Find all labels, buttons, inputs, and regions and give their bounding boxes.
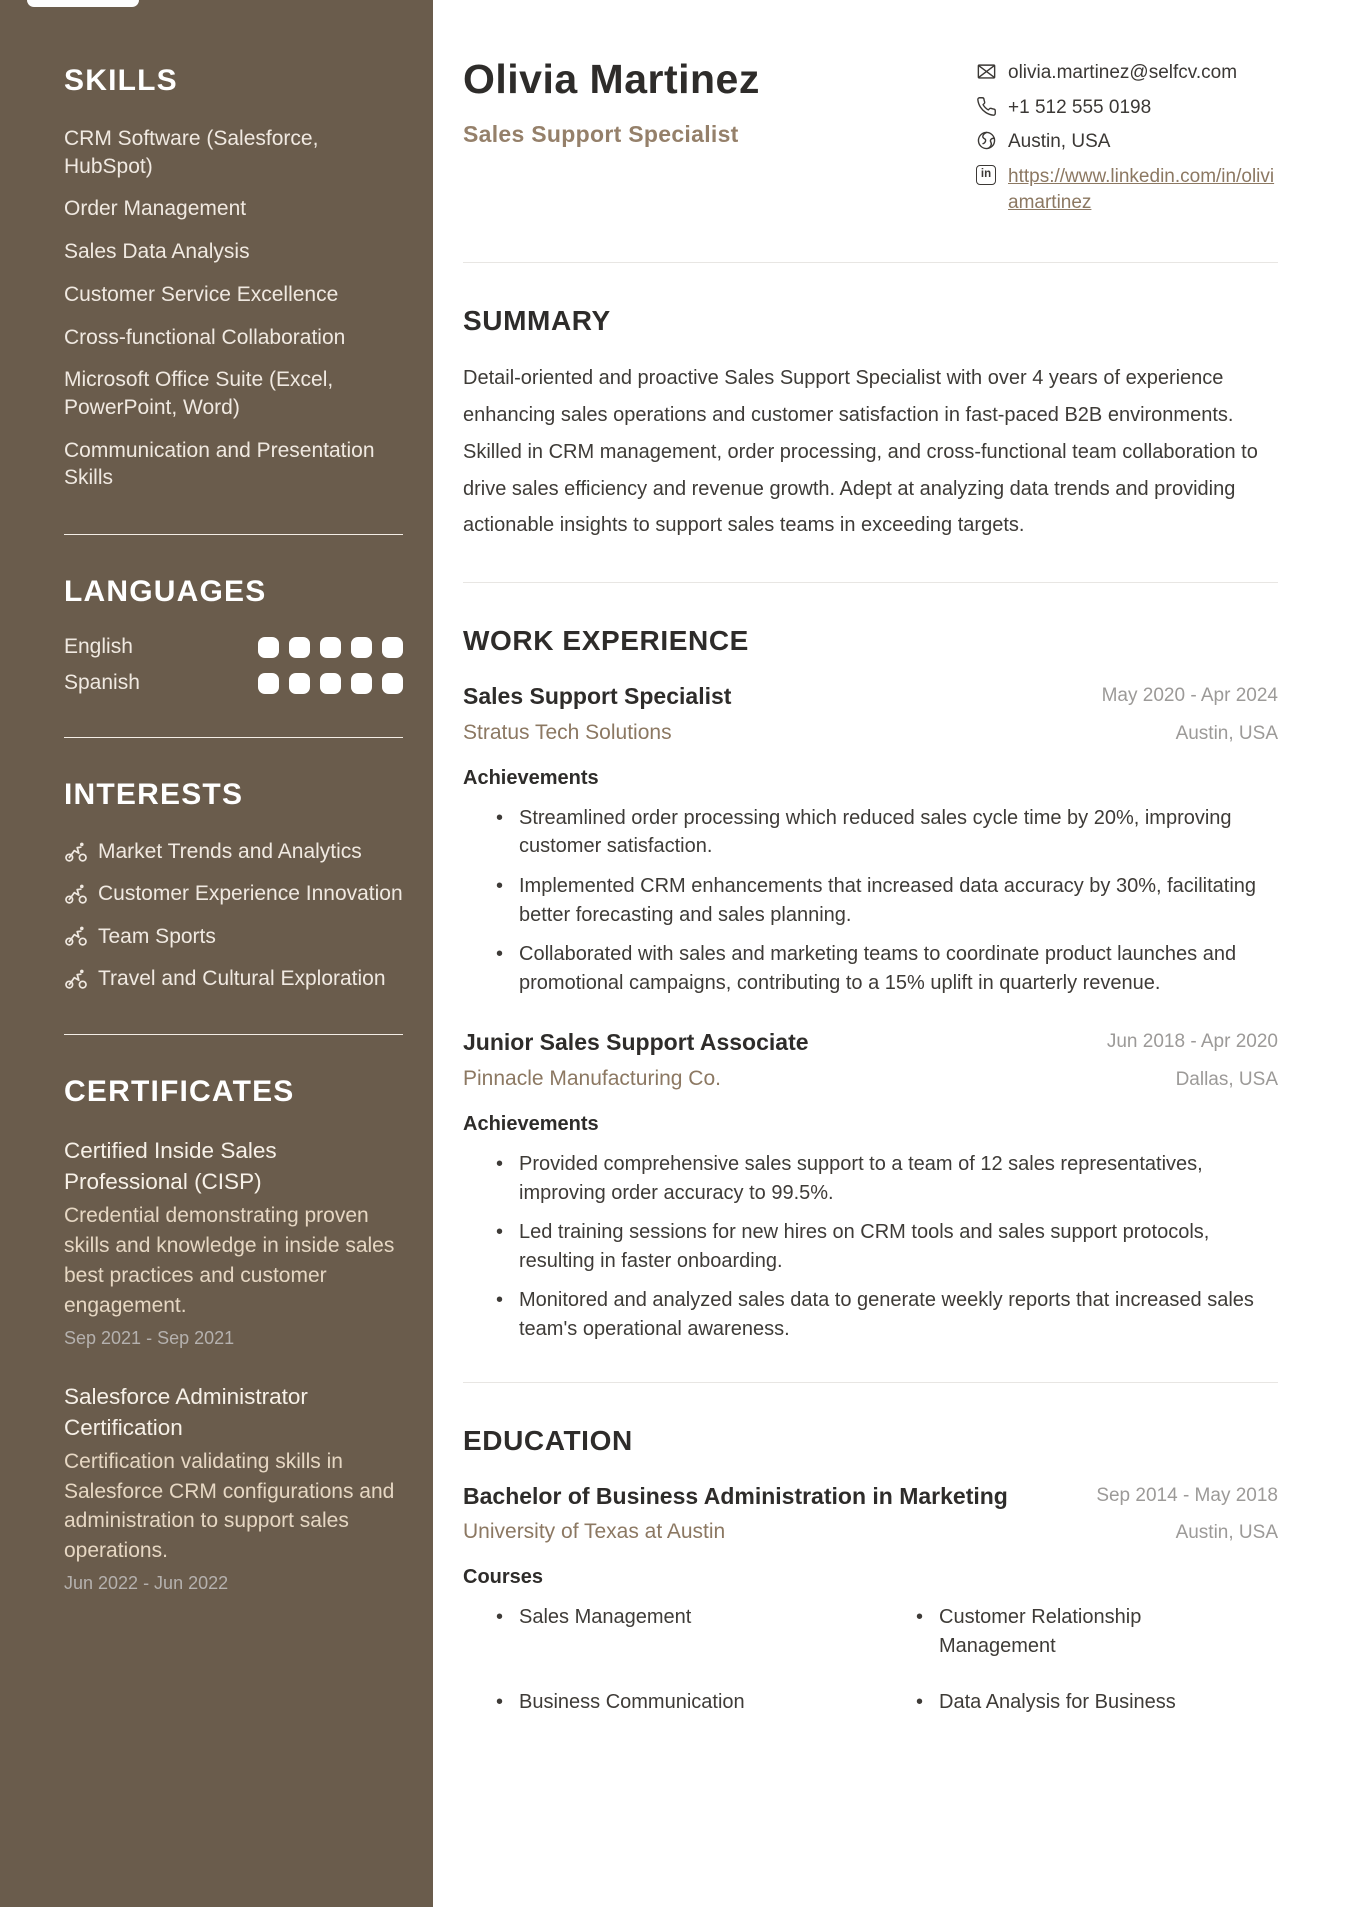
courses-list	[496, 1603, 1256, 1717]
sidebar-divider	[64, 737, 403, 738]
education-location: Austin, USA	[1175, 1522, 1278, 1544]
achievement-item: • Collaborated with sales and marketing teams to coordinate product launches and promotional campaigns, contributing to a 15% uplift in quarterly revenue.	[496, 940, 1278, 997]
linkedin-link[interactable]: https://www.linkedin.com/in/oliviamartinez	[1008, 165, 1275, 213]
level-dot	[289, 637, 310, 658]
certificate-dates: Sep 2021 - Sep 2021	[64, 1327, 235, 1348]
summary-section	[463, 262, 1278, 544]
summary-text: Detail-oriented and proactive Sales Support Specialist with over 4 years of experience enhancing sales operations and customer satisfaction in fast-paced B2B environments. Skilled in CRM management, order processing, and cross-functional team collaboration to drive sales efficiency and revenue growth. Adept at analyzing data trends and providing actionable insights to support sales teams in exceeding targets.	[463, 367, 1258, 537]
certificate-item	[64, 1381, 403, 1594]
job-entry	[463, 683, 1278, 997]
globe-icon	[976, 130, 997, 151]
certificate-description: Credential demonstrating proven skills and knowledge in inside sales best practices and customer engagement.	[64, 1204, 395, 1317]
education-main	[463, 1483, 1008, 1545]
linkedin-icon	[976, 165, 997, 186]
sidebar-divider	[64, 534, 403, 535]
cyclist-icon	[64, 924, 88, 948]
level-dot	[258, 673, 279, 694]
language-row	[64, 635, 403, 659]
experience-title: WORK EXPERIENCE	[463, 625, 749, 657]
education-entry	[463, 1483, 1278, 1717]
course-item: • Sales Management	[496, 1603, 896, 1660]
envelope-icon	[976, 61, 997, 82]
job-title: Sales Support Specialist	[463, 683, 732, 710]
achievement-item: • Provided comprehensive sales support to a team of 12 sales representatives, improving order accuracy to 99.5%.	[496, 1150, 1278, 1207]
interests-title: INTERESTS	[64, 778, 244, 812]
skill-item: Sales Data Analysis	[64, 240, 250, 264]
education-meta	[1043, 1483, 1278, 1545]
languages-section	[64, 575, 403, 695]
skill-item: Order Management	[64, 197, 247, 221]
interest-item	[64, 838, 403, 865]
degree-title: Bachelor of Business Administration in Marketing	[463, 1482, 1008, 1509]
education-header	[463, 1483, 1278, 1545]
interest-label: Team Sports	[98, 924, 216, 948]
job-dates: Jun 2018 - Apr 2020	[1106, 1031, 1278, 1053]
contact-location: Austin, USA	[1008, 131, 1111, 153]
job-title: Junior Sales Support Associate	[463, 1029, 809, 1056]
interest-label: Customer Experience Innovation	[98, 882, 403, 906]
language-name: English	[64, 635, 133, 659]
level-dot	[258, 637, 279, 658]
school-name: University of Texas at Austin	[463, 1520, 726, 1544]
job-main	[463, 1029, 809, 1091]
level-dot	[289, 673, 310, 694]
course-item: • Data Analysis for Business	[916, 1688, 1256, 1717]
level-dot	[382, 673, 403, 694]
contact-phone-row	[976, 95, 1278, 121]
sidebar	[0, 0, 433, 1907]
contact-email-row	[976, 60, 1278, 86]
summary-title: SUMMARY	[463, 305, 611, 337]
cyclist-icon	[64, 840, 88, 864]
job-entry	[463, 1029, 1278, 1343]
skill-item: Microsoft Office Suite (Excel, PowerPoint, Word)	[64, 368, 334, 420]
level-dot	[351, 673, 372, 694]
job-meta	[1043, 683, 1278, 745]
job-company: Stratus Tech Solutions	[463, 720, 672, 744]
achievements-label: Achievements	[463, 766, 599, 789]
skills-list	[64, 125, 403, 492]
level-dot	[382, 637, 403, 658]
job-meta	[1043, 1029, 1278, 1091]
job-main	[463, 683, 731, 745]
achievement-item: • Implemented CRM enhancements that increased data accuracy by 30%, facilitating better forecasting and sales planning.	[496, 872, 1278, 929]
certificate-dates: Jun 2022 - Jun 2022	[64, 1573, 229, 1594]
contact-block	[976, 60, 1278, 224]
phone-icon	[976, 96, 997, 117]
language-level-dots	[248, 673, 403, 694]
interest-item	[64, 923, 403, 950]
courses-label: Courses	[463, 1566, 544, 1589]
level-dot	[320, 673, 341, 694]
top-edge-artifact	[27, 0, 139, 7]
skill-item: Communication and Presentation Skills	[64, 438, 375, 490]
level-dot	[351, 637, 372, 658]
interest-item	[64, 965, 403, 992]
job-company: Pinnacle Manufacturing Co.	[463, 1066, 721, 1090]
contact-linkedin-row	[976, 164, 1278, 215]
achievement-item: • Streamlined order processing which reduced sales cycle time by 20%, improving customer satisfaction.	[496, 804, 1278, 861]
header	[463, 58, 1278, 224]
certificates-title: CERTIFICATES	[64, 1075, 295, 1109]
languages-list	[64, 635, 403, 695]
interests-section	[64, 778, 403, 992]
job-header	[463, 1029, 1278, 1091]
contact-phone: +1 512 555 0198	[1008, 96, 1152, 118]
job-header	[463, 683, 1278, 745]
certificate-item	[64, 1135, 403, 1348]
achievement-item: • Led training sessions for new hires on CRM tools and sales support protocols, resulting in faster onboarding.	[496, 1218, 1278, 1275]
main-content	[433, 0, 1350, 1907]
language-level-dots	[248, 637, 403, 658]
job-location: Austin, USA	[1175, 722, 1278, 744]
certificates-section	[64, 1075, 403, 1594]
education-dates: Sep 2014 - May 2018	[1096, 1484, 1278, 1506]
sidebar-divider	[64, 1034, 403, 1035]
achievements-list	[496, 804, 1278, 998]
person-name: Olivia Martinez	[463, 56, 760, 102]
contact-location-row	[976, 129, 1278, 155]
job-location: Dallas, USA	[1175, 1068, 1278, 1090]
interest-label: Travel and Cultural Exploration	[98, 967, 386, 991]
interests-list	[64, 838, 403, 992]
skill-item: CRM Software (Salesforce, HubSpot)	[64, 127, 319, 178]
skills-section	[64, 64, 403, 492]
language-name: Spanish	[64, 671, 140, 695]
person-title: Sales Support Specialist	[463, 121, 739, 148]
education-section	[463, 1382, 1278, 1717]
skills-title: SKILLS	[64, 64, 178, 97]
education-title: EDUCATION	[463, 1424, 633, 1456]
identity-block	[463, 58, 760, 148]
achievements-list	[496, 1150, 1278, 1344]
cyclist-icon	[64, 882, 88, 906]
interest-label: Market Trends and Analytics	[98, 840, 362, 864]
certificate-name: Salesforce Administrator Certification	[64, 1383, 308, 1440]
certificate-name: Certified Inside Sales Professional (CISP)	[64, 1138, 277, 1195]
achievements-label: Achievements	[463, 1112, 599, 1135]
achievement-item: • Monitored and analyzed sales data to generate weekly reports that increased sales team's operational awareness.	[496, 1286, 1278, 1343]
course-item: • Customer Relationship Management	[916, 1603, 1256, 1660]
job-dates: May 2020 - Apr 2024	[1101, 685, 1278, 707]
certificate-description: Certification validating skills in Salesforce CRM configurations and administration to support sales operations.	[64, 1449, 395, 1563]
experience-section	[463, 582, 1278, 1343]
contact-email: olivia.martinez@selfcv.com	[1008, 62, 1238, 83]
course-item: • Business Communication	[496, 1688, 896, 1717]
level-dot	[320, 637, 341, 658]
language-row	[64, 671, 403, 695]
languages-title: LANGUAGES	[64, 575, 267, 609]
skill-item: Customer Service Excellence	[64, 282, 339, 306]
interest-item	[64, 880, 403, 907]
cyclist-icon	[64, 967, 88, 991]
skill-item: Cross-functional Collaboration	[64, 325, 346, 349]
